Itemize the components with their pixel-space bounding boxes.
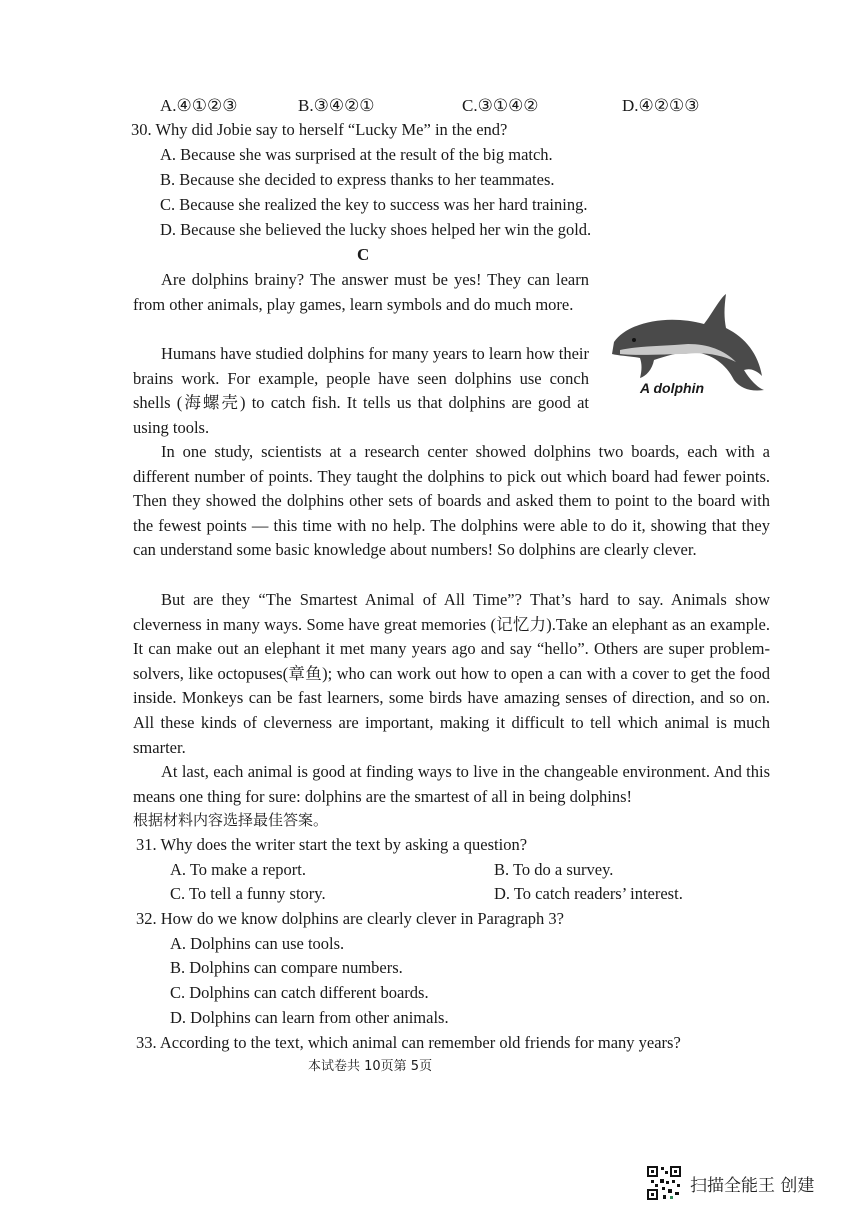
q31-option-a: A. To make a report. <box>170 860 306 879</box>
figure-caption: A dolphin <box>640 380 705 396</box>
q29-option-c: C.③①④② <box>462 96 539 115</box>
q31-option-b: B. To do a survey. <box>494 860 614 879</box>
q32-option-d: D. Dolphins can learn from other animals. <box>170 1008 449 1027</box>
q29-option-a: A.④①②③ <box>160 96 238 115</box>
passage-paragraph-3: In one study, scientists at a research center showed dolphins two boards, each with a different number of points. They taught the dolphins to pick out which board had fewer points. Then they showed the dolphins other sets of boards and asked them to point to the board with the fewest points — this time with no help. The dolphins were able to do it, showing that they can understand some basic knowledge about numbers! So dolphins are clearly clever. <box>133 442 770 560</box>
passage-paragraph-2: Humans have studied dolphins for many years to learn how their brains work. For example, people have seen dolphins use conch shells (海螺壳) to catch fish. It tells us that dolphins are good at using tools. <box>133 344 589 437</box>
q32-option-c: C. Dolphins can catch different boards. <box>170 983 429 1002</box>
q29-option-b: B.③④②① <box>298 96 375 115</box>
q30-option-a: A. Because she was surprised at the result of the big match. <box>160 145 553 164</box>
page-footer: 本试卷共 10页第 5页 <box>308 1059 433 1074</box>
q33-stem: 33. According to the text, which animal can remember old friends for many years? <box>136 1033 681 1052</box>
q31-option-c: C. To tell a funny story. <box>170 884 326 903</box>
scanner-label: 扫描全能王 创建 <box>690 1175 815 1196</box>
scanner-watermark <box>646 1165 814 1201</box>
qr-code-icon <box>646 1165 682 1201</box>
passage-paragraph-1: Are dolphins brainy? The answer must be yes! They can learn from other animals, play games, learn symbols and do much more. <box>133 270 589 314</box>
section-title: C <box>357 245 370 264</box>
q32-option-b: B. Dolphins can compare numbers. <box>170 958 403 977</box>
q31-stem: 31. Why does the writer start the text by asking a question? <box>136 835 528 854</box>
instruction: 根据材料内容选择最佳答案。 <box>133 811 329 829</box>
passage-paragraph-4: But are they “The Smartest Animal of All Time”? That’s hard to say. Animals show cleverness in many ways. Some have great memories (记忆力).Take an elephant as an example. It can make out an elephant it met many years ago and say “hello”. Others are super problem-solvers, like octopuses(章鱼); who can work out how to open a can with a cover to get the food inside. Monkeys can be fast learners, some birds have amazing senses of direction, and so on. All these kinds of cleverness are important, making it difficult to tell which animal is much smarter. <box>133 590 770 757</box>
q30-option-b: B. Because she decided to express thanks to her teammates. <box>160 170 555 189</box>
q29-option-d: D.④②①③ <box>622 96 700 115</box>
q32-stem: 32. How do we know dolphins are clearly clever in Paragraph 3? <box>136 909 564 928</box>
q30-option-d: D. Because she believed the lucky shoes helped her win the gold. <box>160 220 592 239</box>
passage-paragraph-5: At last, each animal is good at finding ways to live in the changeable environment. And this means one thing for sure: dolphins are the smartest of all in being dolphins! <box>133 762 770 806</box>
q30-stem: 30. Why did Jobie say to herself “Lucky Me” in the end? <box>131 120 508 139</box>
q32-option-a: A. Dolphins can use tools. <box>170 934 345 953</box>
q30-option-c: C. Because she realized the key to success was her hard training. <box>160 195 588 214</box>
q31-option-d: D. To catch readers’ interest. <box>494 884 683 903</box>
